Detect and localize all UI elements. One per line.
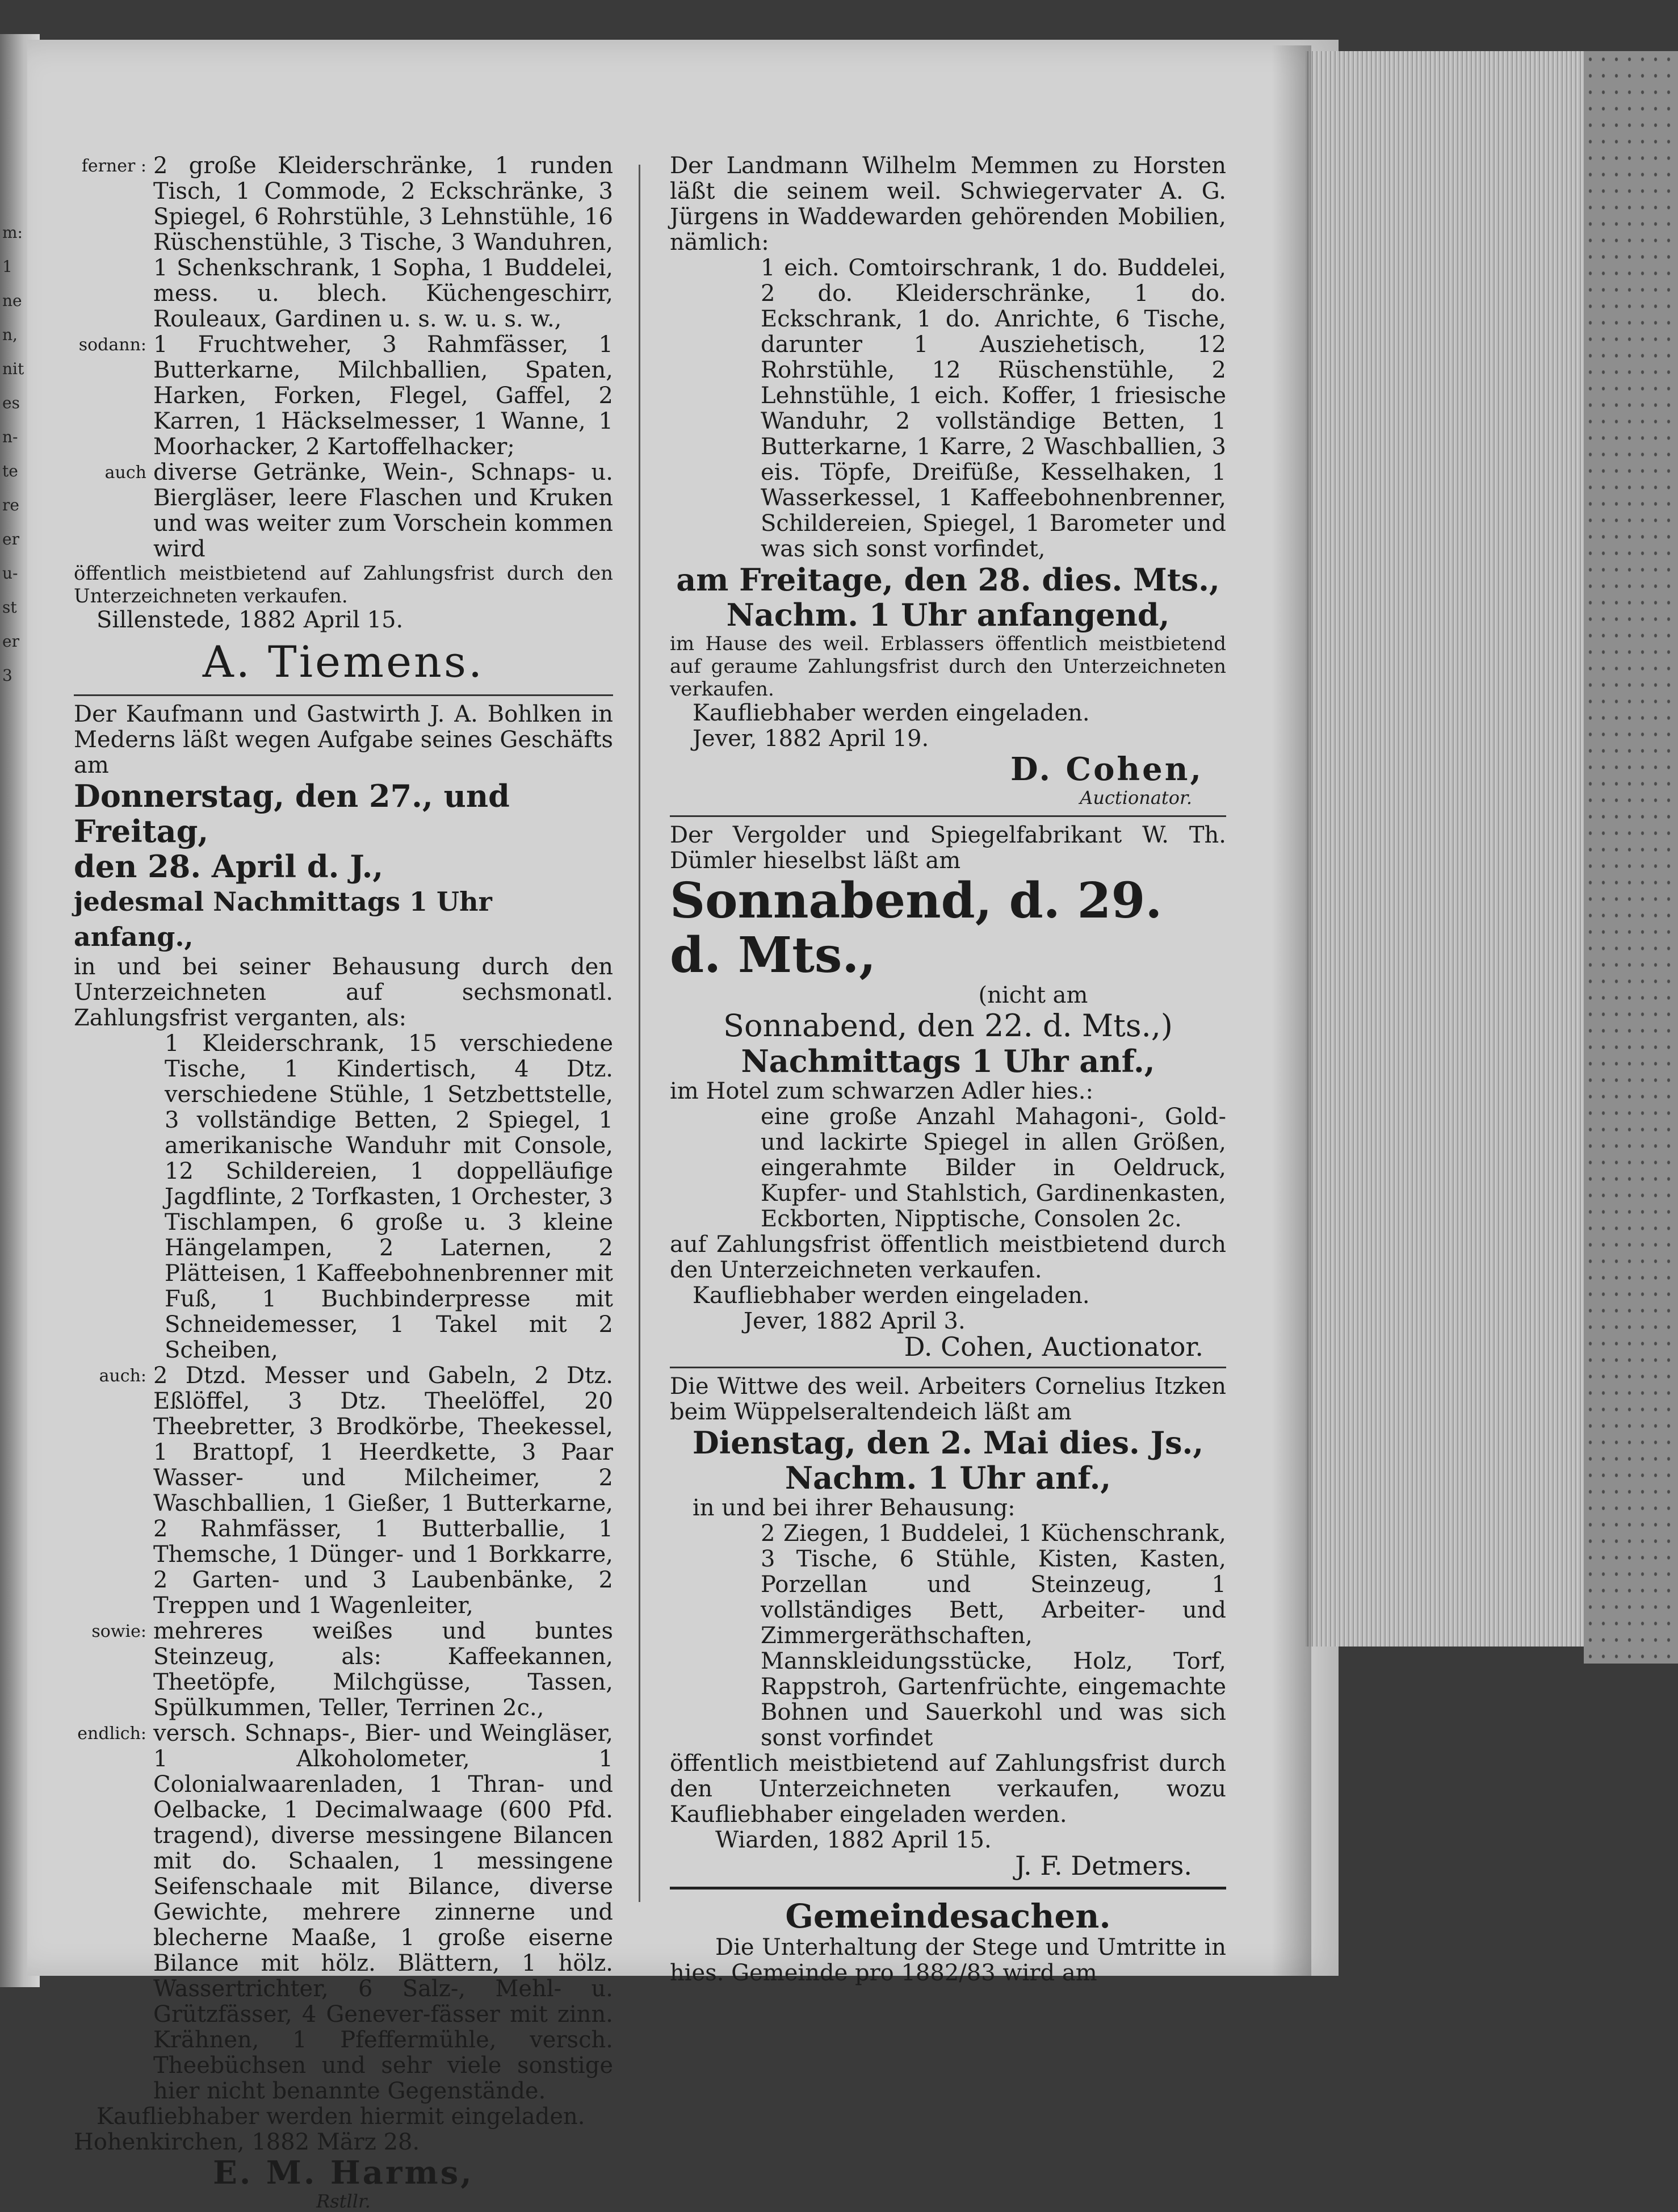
- items: eine große Anzahl Mahagoni-, Gold- und lackirte Spiegel in allen Größen, eingerahmte Bilder in Oeldruck, Kupfer- und Stahlstich, Gardinenkasten, Eckborten, Nipptische, Consolen 2c.: [761, 1104, 1226, 1232]
- sowie-items: mehreres weißes und buntes Steinzeug, als: Kaffeekannen, Theetöpfe, Milchgüsse, Tassen, Spülkummen, Teller, Terrinen 2c.,: [153, 1618, 613, 1721]
- auction-terms: öffentlich meistbietend auf Zahlungsfrist durch den Unterzeichneten verkaufen, wozu Kaufliebhaber eingeladen werden.: [670, 1750, 1226, 1828]
- endlich-items: versch. Schnaps-, Bier- und Weingläser, 1 Alkoholometer, 1 Colonialwaarenladen, 1 Thran- und Oelbacke, 1 Decimalwaage (600 Pfd. tragend), diverse messingene Bilancen mit do. Schaalen, 1 messingene Seifenschaale mit Bilance, diverse Gewichte, mehrere zinnerne und blecherne Maaße, 1 große eiserne Bilance mit hölz. Blättern, 1 hölz. Wassertrichter, 6 Salz-, Mehl- u. Grützfässer, 4 Genever-fässer mit zinn. Krähnen, 1 Pfeffermühle, versch. Theebüchsen und sehr viele sonstige hier nicht benannte Gegenstände.: [153, 1720, 613, 2104]
- ad-intro: Der Kaufmann und Gastwirth J. A. Bohlken in Mederns läßt wegen Aufgabe seines Geschäfts am: [74, 701, 613, 778]
- not-on-note: (nicht am: [978, 982, 1088, 1008]
- place-date: Sillenstede, 1882 April 15.: [97, 607, 404, 633]
- auction-time: Nachm. 1 Uhr anf.,: [785, 1460, 1111, 1496]
- section-gemeindesachen: [670, 1897, 1226, 1986]
- auction-location: in und bei ihrer Behausung:: [693, 1495, 1016, 1521]
- section-separator: [670, 1887, 1226, 1890]
- auction-ad-bohlken: [74, 702, 613, 2212]
- binding-shadow: [1272, 45, 1311, 1976]
- ferner-items: 2 große Kleiderschränke, 1 runden Tisch, 1 Commode, 2 Eckschränke, 3 Spiegel, 6 Rohrstühle, 3 Lehnstühle, 16 Rüschenstühle, 3 Tische, 3 Wanduhren, 1 Schenkschrank, 1 Sopha, 1 Buddelei, mess. u. blech. Küchengeschirr, Rouleaux, Gardinen u. s. w. u. s. w.,: [153, 153, 613, 332]
- place-date: Jever, 1882 April 3.: [744, 1308, 966, 1334]
- signature-title: Rstllr.: [316, 2190, 371, 2212]
- place-date: Wiarden, 1882 April 15.: [715, 1827, 992, 1853]
- auction-date-line-2: den 28. April d. J.,: [74, 848, 384, 885]
- invitation: Kaufliebhaber werden eingeladen.: [693, 700, 1090, 726]
- invitation: Kaufliebhaber werden hiermit eingeladen.: [97, 2104, 585, 2130]
- auction-terms: im Hause des weil. Erblassers öffentlich meistbietend auf geraume Zahlungsfrist durch den Unterzeichneten verkaufen.: [670, 632, 1226, 701]
- previous-page-fragments: m: 1 ne n, nit es n- te re er u- st er 3: [2, 223, 24, 685]
- section-heading: Gemeindesachen.: [785, 1897, 1111, 1935]
- signature: A. Tiemens.: [202, 636, 485, 687]
- ad-separator: [670, 1367, 1226, 1368]
- book-cover: [1584, 51, 1678, 1664]
- not-on-date: Sonnabend, den 22. d. Mts.,): [723, 1008, 1173, 1044]
- right-column: [670, 153, 1226, 1986]
- auction-time: Nachmittags 1 Uhr anf.,: [741, 1043, 1155, 1079]
- auction-ad-tiemens: [74, 153, 613, 688]
- auction-time: jedesmal Nachmittags 1 Uhr anfang.,: [74, 886, 492, 952]
- ad-intro: Die Wittwe des weil. Arbeiters Cornelius Itzken beim Wüppelseraltendeich läßt am: [670, 1373, 1226, 1425]
- ad-intro: Der Landmann Wilhelm Memmen zu Horsten läßt die seinem weil. Schwiegervater A. G. Jürgens in Waddewarden gehörenden Mobilien, nämlich:: [670, 153, 1226, 255]
- page-block-edge: [1306, 51, 1601, 1647]
- signature: E. M. Harms,: [213, 2154, 474, 2192]
- items: 2 Ziegen, 1 Buddelei, 1 Küchenschrank, 3 Tische, 6 Stühle, Kisten, Kasten, Porzellan und Steinzeug, 1 vollständiges Bett, Arbeiter- und Zimmergeräthschaften, Mannskleidungsstücke, Holz, Torf, Rappstroh, Gartenfrüchte, eingemachte Bohnen und Sauerkohl und was sich sonst vorfindet: [761, 1520, 1226, 1751]
- ferner-label: ferner :: [81, 156, 146, 176]
- signature: J. F. Detmers.: [1015, 1850, 1192, 1881]
- auction-ad-itzken: [670, 1374, 1226, 1879]
- column-divider: [639, 165, 640, 1902]
- auction-terms: auf Zahlungsfrist öffentlich meistbietend durch den Unterzeichneten verkaufen.: [670, 1231, 1226, 1283]
- auction-ad-memmen: [670, 153, 1226, 808]
- auch-label: auch:: [99, 1366, 146, 1386]
- auch-items: 2 Dtzd. Messer und Gabeln, 2 Dtz. Eßlöffel, 3 Dtz. Theelöffel, 20 Theebretter, 3 Brodkörbe, Theekessel, 1 Brattopf, 1 Heerdkette, 3 Paar Wasser- und Milcheimer, 2 Waschballien, 1 Gießer, 1 Butterkarne, 2 Rahmfässer, 1 Butterballie, 1 Themsche, 1 Dünger- und 1 Borkkarre, 2 Garten- und 3 Laubenbänke, 2 Treppen und 1 Wagenleiter,: [153, 1363, 613, 1619]
- auction-date: Dienstag, den 2. Mai dies. Js.,: [692, 1425, 1204, 1461]
- auction-terms: in und bei seiner Behausung durch den Unterzeichneten auf sechsmonatl. Zahlungsfrist verganten, als:: [74, 954, 613, 1031]
- ad-separator: [74, 694, 613, 696]
- section-text: Die Unterhaltung der Stege und Umtritte in hies. Gemeinde pro 1882/83 wird am: [670, 1934, 1226, 1986]
- place-date: Hohenkirchen, 1882 März 28.: [74, 2129, 420, 2155]
- auction-location: im Hotel zum schwarzen Adler hies.:: [670, 1078, 1093, 1104]
- auction-ad-duemler: [670, 823, 1226, 1360]
- auction-date-line-1: Donnerstag, den 27., und Freitag,: [74, 778, 510, 849]
- auch-items: diverse Getränke, Wein-, Schnaps- u. Biergläser, leere Flaschen und Kruken und was weiter zum Vorschein kommen wird: [153, 459, 613, 562]
- auction-date: Sonnabend, d. 29. d. Mts.,: [670, 872, 1163, 984]
- endlich-label: endlich:: [77, 1724, 146, 1744]
- auction-date: am Freitage, den 28. dies. Mts.,: [676, 562, 1220, 598]
- ad-intro: Der Vergolder und Spiegelfabrikant W. Th. Dümler hieselbst läßt am: [670, 822, 1226, 874]
- ad-separator: [670, 815, 1226, 817]
- auction-time: Nachm. 1 Uhr anfangend,: [726, 597, 1170, 633]
- items: 1 eich. Comtoirschrank, 1 do. Buddelei, 2 do. Kleiderschränke, 1 do. Eckschrank, 1 do. Anrichte, 6 Tische, darunter 1 Ausziehetisch, 12 Rohrstühle, 12 Rüschenstühle, 2 Lehnstühle, 1 eich. Koffer, 1 friesische Wanduhr, 2 vollständige Betten, 1 Butterkarne, 1 Karre, 2 Waschballien, 3 eis. Töpfe, Dreifüße, Kesselhaken, 1 Wasserkessel, 1 Kaffeebohnenbrenner, Schildereien, Spiegel, 1 Barometer und was sich sonst vorfindet,: [761, 255, 1226, 562]
- auch-label: auch: [104, 463, 146, 483]
- sodann-items: 1 Fruchtweher, 3 Rahmfässer, 1 Butterkarne, Milchballien, Spaten, Harken, Forken, Flegel, Gaffel, 2 Karren, 1 Häckselmesser, 1 Wanne, 1 Moorhacker, 2 Kartoffelhacker;: [153, 332, 613, 460]
- items-main: 1 Kleiderschrank, 15 verschiedene Tische, 1 Kindertisch, 4 Dtz. verschiedene Stühle, 1 Setzbettstelle, 3 vollständige Betten, 2 Spiegel, 1 amerikanische Wanduhr mit Console, 12 Schildereien, 1 doppelläufige Jagdflinte, 2 Torfkasten, 1 Orchester, 3 Tischlampen, 6 große u. 3 kleine Hängelampen, 2 Laternen, 2 Plätteisen, 1 Kaffeebohnenbrenner mit Fuß, 1 Buchbinderpresse mit Schneidemesser, 1 Takel mit 2 Scheiben,: [165, 1030, 613, 1363]
- signature-title: Auctionator.: [1080, 787, 1192, 808]
- signature: D. Cohen, Auctionator.: [904, 1331, 1203, 1362]
- sodann-label: sodann:: [78, 335, 146, 355]
- invitation: Kaufliebhaber werden eingeladen.: [693, 1283, 1090, 1309]
- place-date: Jever, 1882 April 19.: [693, 726, 929, 752]
- sowie-label: sowie:: [91, 1622, 146, 1641]
- closing-text: öffentlich meistbietend auf Zahlungsfrist durch den Unterzeichneten verkaufen.: [74, 562, 613, 608]
- signature: D. Cohen,: [1010, 751, 1203, 788]
- left-column: [74, 153, 613, 2212]
